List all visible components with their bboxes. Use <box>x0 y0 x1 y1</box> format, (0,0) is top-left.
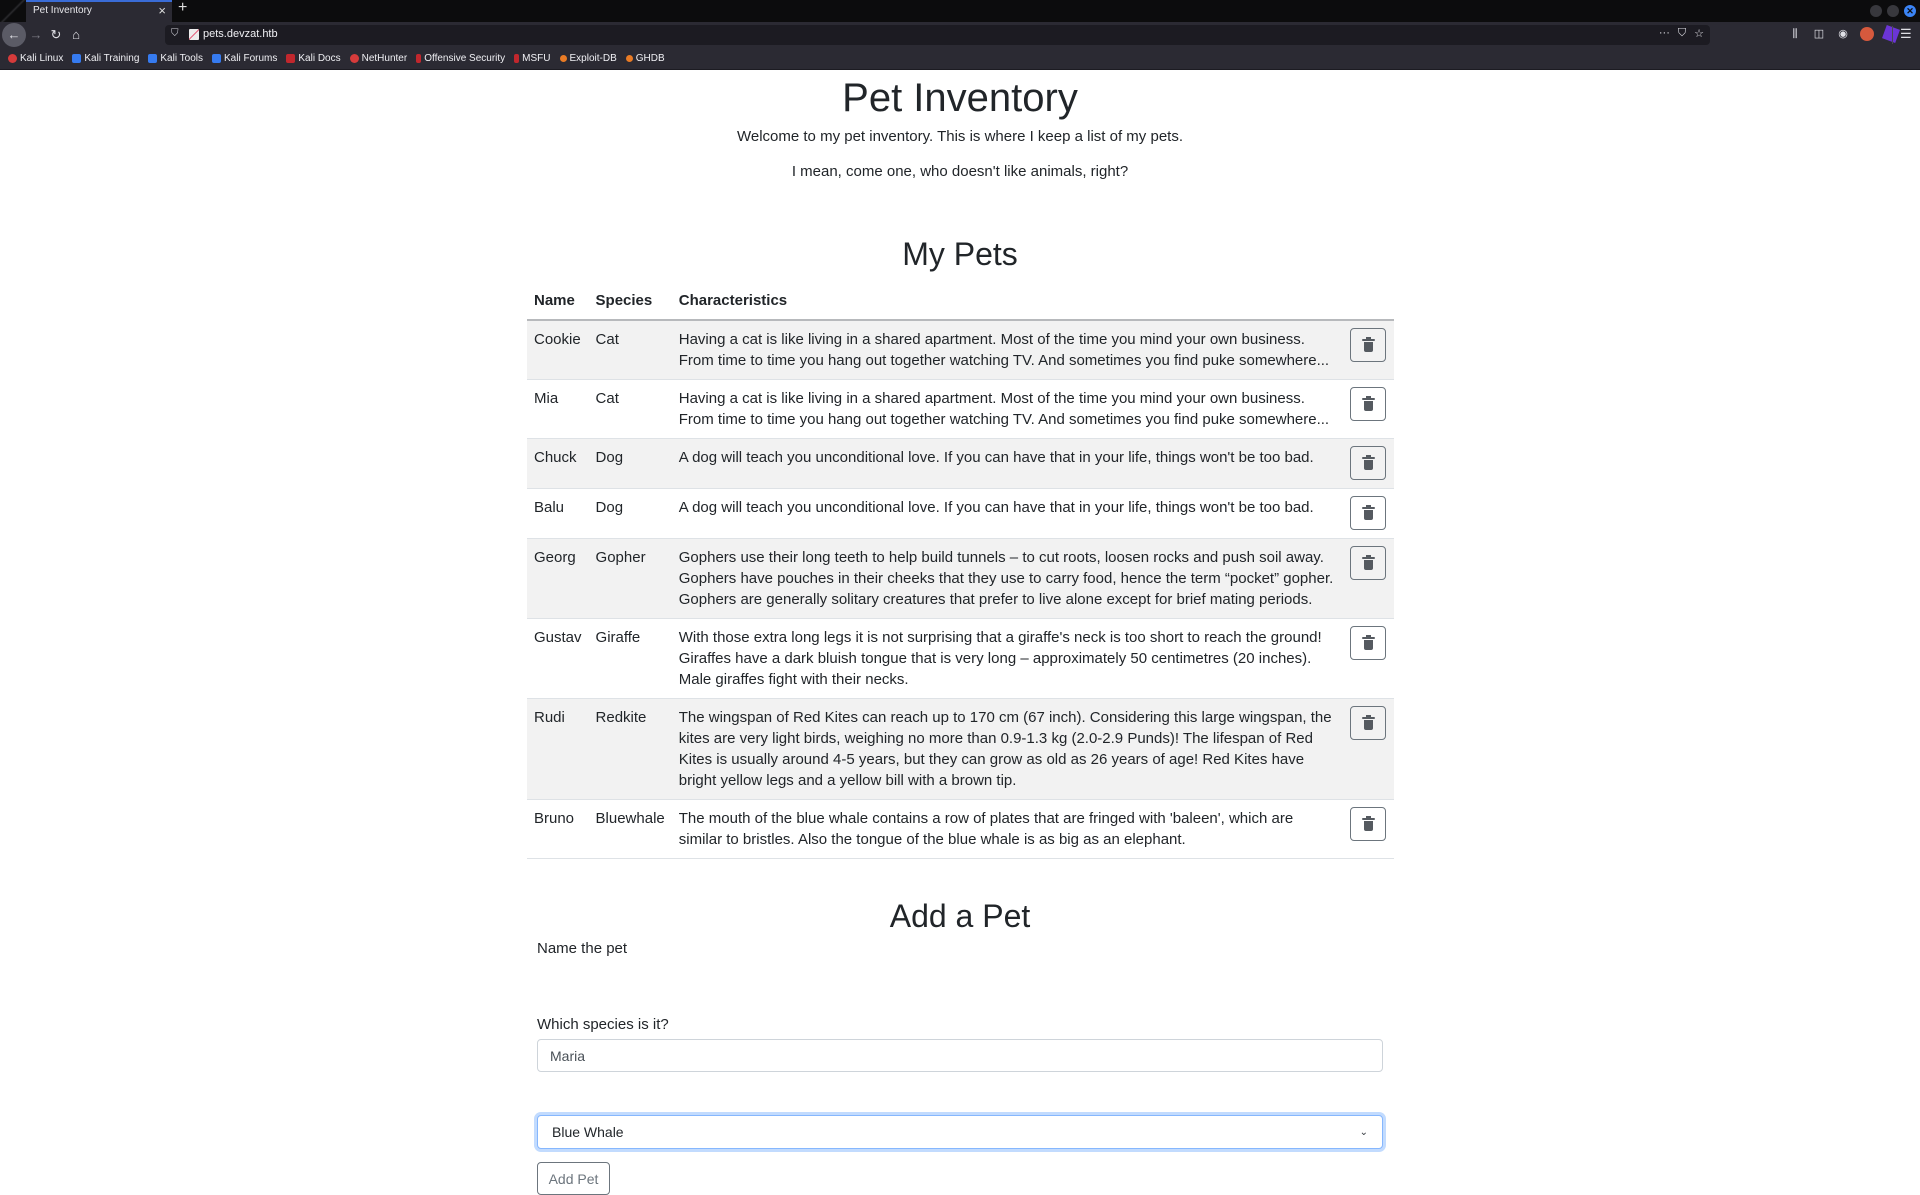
pet-name: Cookie <box>527 320 589 380</box>
trash-icon <box>1363 818 1374 831</box>
offsec-icon <box>416 54 421 63</box>
back-button[interactable]: ← <box>2 23 26 47</box>
delete-pet-button[interactable] <box>1350 546 1386 580</box>
pocket-icon[interactable]: ⛉ <box>1677 27 1687 39</box>
home-button[interactable]: ⌂ <box>72 27 80 42</box>
maximize-button[interactable] <box>1887 5 1899 17</box>
tab-title: Pet Inventory <box>33 5 92 16</box>
table-row <box>527 619 1394 699</box>
pet-species: Gopher <box>589 539 672 619</box>
bookmark-exploit-db[interactable]: Exploit-DB <box>560 53 617 64</box>
delete-pet-button[interactable] <box>1350 328 1386 362</box>
extension-foxyproxy-icon[interactable] <box>1860 27 1874 41</box>
pet-species: Bluewhale <box>589 800 672 859</box>
docs-icon <box>286 54 295 63</box>
delete-pet-button[interactable] <box>1350 807 1386 841</box>
trash-icon <box>1363 457 1374 470</box>
tab-bar-decoration <box>0 0 26 22</box>
pet-characteristics: With those extra long legs it is not surprising that a giraffe's neck is too short to reach the ground! Giraffes have a dark bluish tongue that is very long – approximately 50 centimetres (20 inches). Male giraffes fight with their necks. <box>672 619 1344 699</box>
nethunter-icon <box>350 54 359 63</box>
add-pet-heading: Add a Pet <box>889 898 1031 934</box>
minimize-button[interactable] <box>1870 5 1882 17</box>
page-actions-icon[interactable]: ··· <box>1658 27 1670 39</box>
pet-name: Georg <box>527 539 589 619</box>
species-selected-value: Blue Whale <box>552 1124 624 1140</box>
offsec-icon <box>514 54 519 63</box>
pet-species: Redkite <box>589 699 672 800</box>
page-content <box>0 70 1920 1187</box>
browser-tab-bar <box>0 0 1920 22</box>
bookmark-offensive-security[interactable]: Offensive Security <box>416 53 505 64</box>
forward-button[interactable]: → <box>29 27 43 42</box>
column-header-characteristics: Characteristics <box>672 282 1344 320</box>
library-icon[interactable]: ⫼ <box>1792 28 1798 40</box>
url-text[interactable]: pets.devzat.htb <box>203 28 278 40</box>
intro-subtext: I mean, come one, who doesn't like animals, right? <box>791 163 1129 180</box>
delete-pet-button[interactable] <box>1350 706 1386 740</box>
table-row <box>527 539 1394 619</box>
url-bar[interactable] <box>165 25 1710 45</box>
hamburger-menu-icon[interactable]: ☰ <box>1900 26 1912 41</box>
delete-pet-button[interactable] <box>1350 626 1386 660</box>
table-header-row <box>527 282 1394 320</box>
trash-icon <box>1363 507 1374 520</box>
pets-table <box>527 282 1394 859</box>
bookmark-kali-tools[interactable]: Kali Tools <box>148 53 203 64</box>
pet-characteristics: The wingspan of Red Kites can reach up to 170 cm (67 inch). Considering this large wingspan, the kites are very light birds, weighing no more than 0.9-1.3 kg (2.0-2.9 Punds)! The lifespan of Red Kites is usually around 4-5 years, but they can grow as old as 26 years of age! Red Kites have bright yellow legs and a yellow bill with a brown tip. <box>672 699 1344 800</box>
pet-characteristics: Gophers use their long teeth to help build tunnels – to cut roots, loosen rocks and push soil away. Gophers have pouches in their cheeks that they use to carry food, hence the term “pocket” gopher. Gophers are generally solitary creatures that prefer to live alone except for brief mating periods. <box>672 539 1344 619</box>
column-header-species: Species <box>589 282 672 320</box>
bookmark-kali-linux[interactable]: Kali Linux <box>8 53 63 64</box>
bookmark-kali-forums[interactable]: Kali Forums <box>212 53 277 64</box>
pet-name: Rudi <box>527 699 589 800</box>
kali-icon <box>8 54 17 63</box>
pet-name: Chuck <box>527 439 589 489</box>
my-pets-heading: My Pets <box>902 236 1018 272</box>
pet-species: Cat <box>589 380 672 439</box>
delete-pet-button[interactable] <box>1350 446 1386 480</box>
pet-name-input[interactable]: Maria <box>537 1039 1383 1072</box>
trash-icon <box>1363 557 1374 570</box>
trash-icon <box>1363 398 1374 411</box>
pet-species: Cat <box>589 320 672 380</box>
window-close-button[interactable]: ✕ <box>1904 5 1916 17</box>
pet-name: Gustav <box>527 619 589 699</box>
new-tab-button[interactable]: + <box>178 0 188 16</box>
bookmark-ghdb[interactable]: GHDB <box>626 53 665 64</box>
exploit-db-icon <box>560 55 567 62</box>
table-row <box>527 439 1394 489</box>
table-row <box>527 699 1394 800</box>
pet-species: Dog <box>589 489 672 539</box>
kali-dragon-icon <box>212 54 221 63</box>
bookmark-nethunter[interactable]: NetHunter <box>350 53 408 64</box>
column-header-actions <box>1344 282 1394 320</box>
bookmarks-toolbar <box>0 48 1920 70</box>
trash-icon <box>1363 717 1374 730</box>
tracking-shield-icon[interactable]: ⛉ <box>171 28 179 39</box>
account-icon[interactable]: ◉ <box>1838 28 1848 40</box>
kali-dragon-icon <box>148 54 157 63</box>
bookmark-msfu[interactable]: MSFU <box>514 53 550 64</box>
pet-characteristics: Having a cat is like living in a shared apartment. Most of the time you mind your own business. From time to time you hang out together watching TV. And sometimes you find puke somewhere... <box>672 380 1344 439</box>
pet-name: Balu <box>527 489 589 539</box>
table-row <box>527 489 1394 539</box>
intro-text: Welcome to my pet inventory. This is where I keep a list of my pets. <box>736 128 1183 145</box>
pet-name: Mia <box>527 380 589 439</box>
delete-pet-button[interactable] <box>1350 496 1386 530</box>
species-select[interactable] <box>537 1115 1383 1149</box>
kali-dragon-icon <box>72 54 81 63</box>
page-title: Pet Inventory <box>842 76 1078 120</box>
pet-species: Dog <box>589 439 672 489</box>
window-controls <box>1870 5 1916 17</box>
table-row <box>527 380 1394 439</box>
pet-name-label: Name the pet <box>537 940 628 957</box>
toolbar-separator <box>1892 26 1893 44</box>
pet-characteristics: Having a cat is like living in a shared apartment. Most of the time you mind your own business. From time to time you hang out together watching TV. And sometimes you find puke somewhere... <box>672 320 1344 380</box>
pet-species: Giraffe <box>589 619 672 699</box>
sidebar-icon[interactable]: ◫ <box>1813 28 1825 40</box>
ghdb-icon <box>626 55 633 62</box>
chevron-down-icon: ⌄ <box>1359 1126 1368 1138</box>
bookmark-star-icon[interactable]: ☆ <box>1694 28 1704 40</box>
species-label: Which species is it? <box>537 1016 669 1033</box>
table-row <box>527 320 1394 380</box>
pet-characteristics: A dog will teach you unconditional love. If you can have that in your life, things won't be too bad. <box>672 489 1344 539</box>
tab-close-icon[interactable]: × <box>158 3 166 18</box>
pet-characteristics: A dog will teach you unconditional love. If you can have that in your life, things won't be too bad. <box>672 439 1344 489</box>
bookmark-kali-training[interactable]: Kali Training <box>72 53 139 64</box>
bookmark-kali-docs[interactable]: Kali Docs <box>286 53 340 64</box>
table-row <box>527 800 1394 859</box>
trash-icon <box>1363 637 1374 650</box>
reload-button[interactable]: ↻ <box>50 27 62 42</box>
pet-name: Bruno <box>527 800 589 859</box>
add-pet-button[interactable]: Add Pet <box>537 1162 610 1195</box>
column-header-name: Name <box>527 282 589 320</box>
pet-characteristics: The mouth of the blue whale contains a row of plates that are fringed with 'baleen', which are similar to bristles. Also the tongue of the blue whale is as big as an elephant. <box>672 800 1344 859</box>
delete-pet-button[interactable] <box>1350 387 1386 421</box>
insecure-lock-icon[interactable] <box>189 29 199 40</box>
trash-icon <box>1363 339 1374 352</box>
extension-badge-icon[interactable] <box>1882 25 1900 43</box>
browser-tab-active[interactable] <box>26 0 172 22</box>
browser-nav-bar <box>0 22 1920 48</box>
